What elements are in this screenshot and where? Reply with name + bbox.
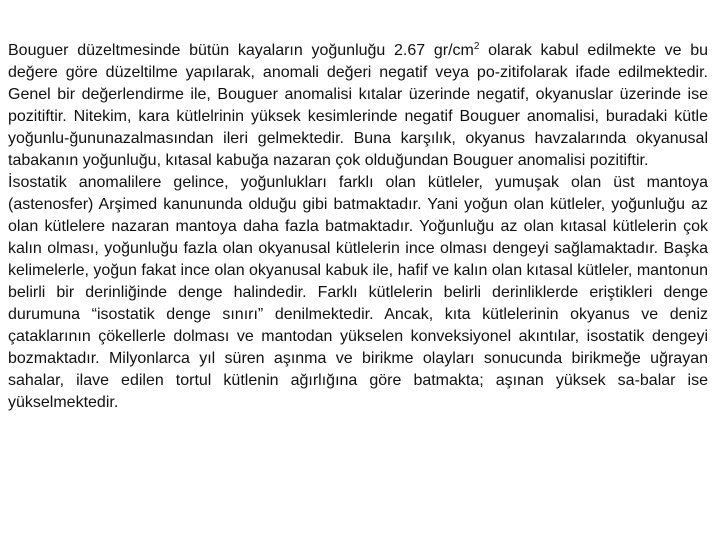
document-page	[8, 40, 708, 414]
bouguer-text-rest: olarak kabul edilmekte ve bu değere göre düzeltilme yapılarak, anomali değeri negatif veya po-zitifolarak ifade edilmektedir. Genel bir değerlendirme ile, Bouguer anomalisi kıtalar üzerinde negatif, okyanuslar üzerinde ise pozitiftir. Nitekim, kara kütlelrinin yüksek kesimlerinde negatif Bouguer anomalisi, buradaki kütle yoğunlu-ğununazalmasından ileri gelmektedir. Buna karşılık, okyanus havzalarında okyanusal tabakanın yoğunluğu, kıtasal kabuğa nazaran çok olduğundan Bouguer anomalisi pozitiftir.	[8, 42, 708, 169]
superscript-exponent: 2	[473, 41, 480, 52]
paragraph-isostatic: İsostatik anomalilere gelince, yoğunlukları farklı olan kütleler, yumuşak olan üst mantoya (astenosfer) Arşimed kanununda olduğu gibi batmaktadır. Yani yoğun olan kütleler, yoğunluğu az olan kütlelere nazaran mantoya daha fazla batmaktadır. Yoğunluğu az olan kıtasal kütlelerin çok kalın olması, yoğunluğu fazla olan okyanusal kütlelerin ince olması dengeyi sağlamaktadır. Başka kelimelerle, yoğun fakat ince olan okyanusal kabuk ile, hafif ve kalın olan kıtasal kütleler, mantonun belirli bir derinliğinde denge halindedir. Farklı kütlelerin belirli derinliklerde eriştikleri denge durumuna “isostatik denge sınırı” denilmektedir. Ancak, kıta kütlelerinin okyanus ve deniz çataklarının çökellerle dolması ve mantodan yükselen konveksiyonel akıntılar, isostatik dengeyi bozmaktadır. Milyonlarca yıl süren aşınma ve birikme olayları sonucunda birikmeğe uğrayan sahalar, ilave edilen tortul kütlenin ağırlığına göre batmakta; aşınan yüksek sa-balar ise yükselmektedir.	[8, 174, 708, 411]
paragraph-bouguer	[8, 40, 708, 172]
bouguer-text-start: Bouguer düzeltmesinde bütün kayaların yoğunluğu 2.67 gr/cm	[8, 42, 474, 59]
